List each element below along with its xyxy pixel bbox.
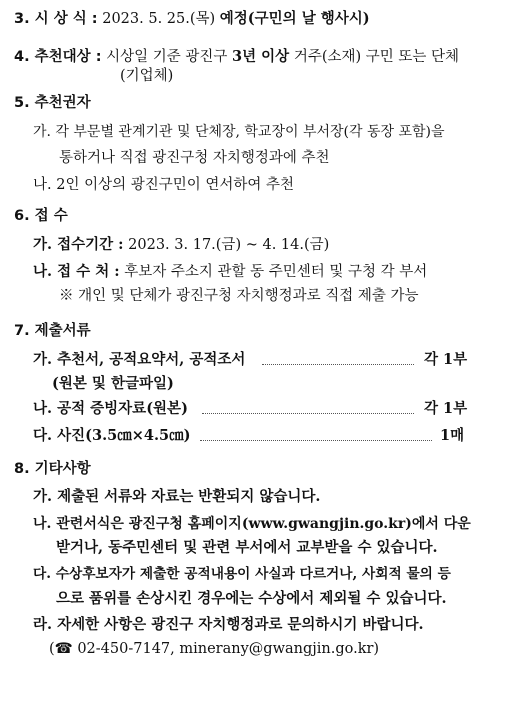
section-3-line bbox=[14, 9, 370, 29]
section-4-label: 4. 추천대상 : bbox=[14, 49, 102, 65]
document-2-name: 나. 공적 증빙자료(원본) bbox=[33, 400, 188, 417]
misc-item-4: 라. 자세한 사항은 광진구 자치행정과로 문의하시기 바랍니다. bbox=[33, 616, 424, 633]
section-8-title: 8. 기타사항 bbox=[14, 461, 91, 477]
misc-item-3-line-1: 다. 수상후보자가 제출한 공적내용이 사실과 다르거나, 사회적 물의 등 bbox=[33, 566, 451, 582]
eligibility-years: 3년 이상 bbox=[232, 48, 290, 65]
reception-period-value: 2023. 3. 17.(금) ~ 4. 14.(금) bbox=[128, 237, 330, 253]
misc-item-2-line-1: 나. 관련서식은 광진구청 홈페이지(www.gwangjin.go.kr)에서 다운 bbox=[33, 516, 471, 532]
reception-period-line bbox=[33, 235, 329, 255]
section-4-line bbox=[14, 47, 459, 67]
contact-info: (☎ 02-450-7147, minerany@gwangjin.go.kr) bbox=[49, 641, 380, 657]
document-1-name: 가. 추천서, 공적요약서, 공적조서 bbox=[33, 351, 246, 368]
recommender-item-2: 나. 2인 이상의 광진구민이 연서하여 추천 bbox=[33, 177, 294, 193]
document-1-leader bbox=[262, 364, 414, 365]
reception-place-line bbox=[33, 262, 427, 282]
reception-period-label: 가. 접수기간 : bbox=[33, 236, 124, 253]
ceremony-note: 예정(구민의 날 행사시) bbox=[219, 10, 370, 27]
recommender-item-1-line-1: 가. 각 부문별 관계기관 및 단체장, 학교장이 부서장(각 동장 포함)을 bbox=[33, 124, 445, 140]
document-1-quantity: 각 1부 bbox=[424, 351, 468, 368]
section-5-title: 5. 추천권자 bbox=[14, 95, 91, 111]
document-2-leader bbox=[202, 413, 414, 414]
eligibility-text-c: 거주(소재) 구민 또는 단체 bbox=[293, 49, 460, 65]
document-3-quantity: 1매 bbox=[440, 427, 465, 444]
misc-item-2-line-2: 받거나, 동주민센터 및 관련 부서에서 교부받을 수 있습니다. bbox=[56, 539, 438, 556]
misc-item-3-line-2: 으로 품위를 손상시킨 경우에는 수상에서 제외될 수 있습니다. bbox=[56, 590, 447, 607]
ceremony-date: 2023. 5. 25.(목) bbox=[102, 11, 216, 27]
document-3-name: 다. 사진(3.5㎝×4.5㎝) bbox=[33, 427, 191, 444]
reception-note: ※ 개인 및 단체가 광진구청 자치행정과로 직접 제출 가능 bbox=[59, 288, 419, 304]
section-6-title: 6. 접 수 bbox=[14, 208, 68, 224]
misc-item-1: 가. 제출된 서류와 자료는 반환되지 않습니다. bbox=[33, 488, 321, 505]
section-7-title: 7. 제출서류 bbox=[14, 323, 91, 339]
section-3-label: 3. 시 상 식 : bbox=[14, 11, 98, 27]
document-1-subnote: (원본 및 한글파일) bbox=[52, 375, 174, 392]
eligibility-text-a: 시상일 기준 광진구 bbox=[106, 49, 228, 65]
reception-place-label: 나. 접 수 처 : bbox=[33, 263, 120, 280]
document-3-leader bbox=[200, 440, 432, 441]
reception-place-value: 후보자 주소지 관할 동 주민센터 및 구청 각 부서 bbox=[124, 264, 428, 280]
eligibility-line-2: (기업체) bbox=[120, 68, 174, 84]
document-2-quantity: 각 1부 bbox=[424, 400, 468, 417]
recommender-item-1-line-2: 통하거나 직접 광진구청 자치행정과에 추천 bbox=[59, 150, 330, 166]
